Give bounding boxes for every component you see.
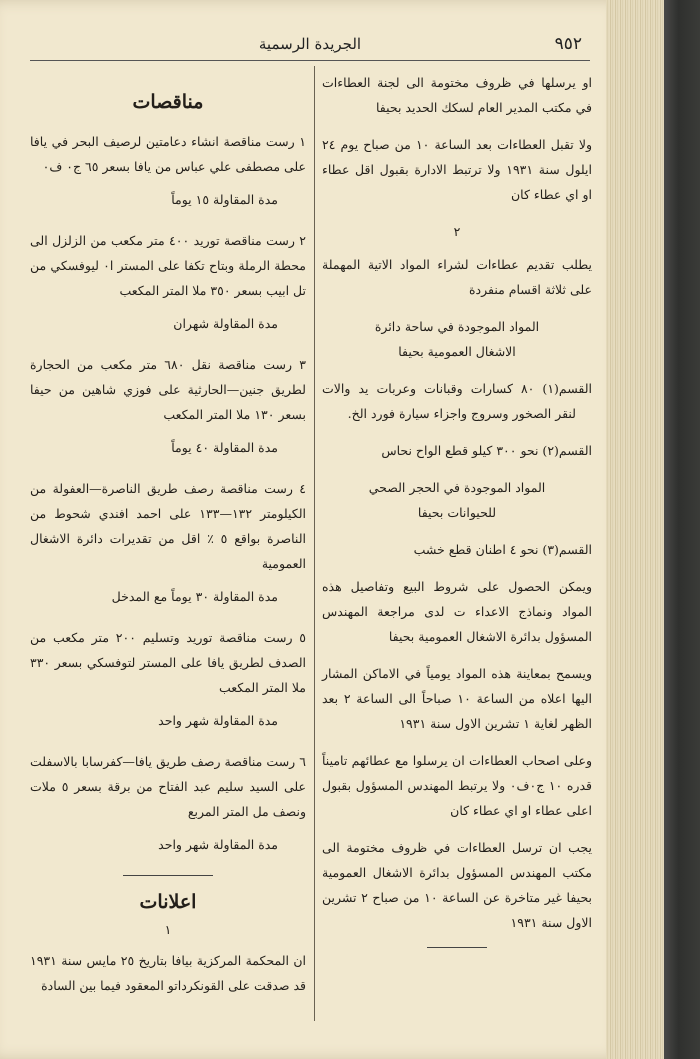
tender-item: ٢ رست مناقصة توريد ٤٠٠ متر مكعب من الزلزل الى محطة الرملة وبتاح تكفا على المستر ا٠ ليوفسكي من تل ابيب بسعر ٣٥٠ ملا المتر المكعب xyxy=(30,233,307,298)
tender-item: ١ رست مناقصة انشاء دعامتين لرصيف البحر في يافا على مصطفى علي عباس من يافا بسعر ٦٥ ج٠ ف٠ xyxy=(30,134,306,174)
paragraph: يجب ان ترسل العطاءات في ظروف مختومة الى مكتب المهندس المسؤول بدائرة الاشغال العمومية بحيفا غير متاخرة عن الساعة ١٠ من صباح ٢ تشرين الاول سنة ١٩٣١ xyxy=(322,840,592,930)
subheading: الاشغال العمومية بحيفا xyxy=(398,344,516,359)
lot-item: القسم(٢) نحو ٣٠٠ كيلو قطع الواح نحاس xyxy=(381,443,592,458)
ad-number: ١ xyxy=(164,922,172,937)
page-header xyxy=(30,32,590,61)
subheading: المواد الموجودة في ساحة دائرة xyxy=(374,319,540,334)
paragraph: وعلى اصحاب العطاءات ان يرسلوا مع عطائهم تاميناً قدره ١٠ ج٠ف٠ ولا يرتبط المهندس المسؤول بقبول اعلى عطاء او اي عطاء كان xyxy=(322,753,592,818)
left-column xyxy=(30,70,306,1010)
tender-item: ٣ رست مناقصة نقل ٦٨٠ متر مكعب من الحجارة لطريق جنين—الحارثية على فوزي شاهين من حيفا بسعر ١٣٠ ملا المتر المكعب xyxy=(30,357,306,422)
lot-item: القسم(١) ٨٠ كسارات وقبانات وعربات يد والات لنقر الصخور وسروج واجزاء سيارة فورد الخ. xyxy=(322,381,592,421)
ads-title: اعلانات xyxy=(139,891,197,913)
tender-duration: مدة المقاولة شهر واحد xyxy=(158,713,278,728)
tender-duration: مدة المقاولة شهر واحد xyxy=(158,837,278,852)
subheading: للحيوانات بحيفا xyxy=(417,505,497,520)
section-number: ٢ xyxy=(453,224,461,239)
tenders-title: مناقصات xyxy=(132,91,204,113)
tender-item: ٤ رست مناقصة رصف طريق الناصرة—العفولة من الكيلومتر ١٣٢—١٣٣ على احمد افندي شحوط من الناصرة بواقع ٥ ٪ اقل من تقديرات دائرة الاشغال العمومية xyxy=(30,481,306,571)
column-divider xyxy=(314,66,315,1021)
paragraph: يطلب تقديم عطاءات لشراء المواد الاتية المهملة على ثلاثة اقسام منفردة xyxy=(322,257,592,297)
lot-item: القسم(٣) نحو ٤ اطنان قطع خشب xyxy=(413,542,592,557)
page-number: ٩٥٢ xyxy=(554,34,582,54)
tender-item: ٥ رست مناقصة توريد وتسليم ٢٠٠ متر مكعب من الصدف لطريق يافا على المستر لتوفسكي بسعر ٣٣٠ ملا المتر المكعب xyxy=(30,630,306,695)
paragraph: ويسمح بمعاينة هذه المواد يومياً في الاماكن المشار اليها اعلاه من الساعة ١٠ صباحاً الى الساعة ٢ بعد الظهر لغاية ١ تشرين الاول سنة ١٩٣١ xyxy=(322,666,593,731)
paragraph: ولا تقبل العطاءات بعد الساعة ١٠ من صباح يوم ٢٤ ايلول سنة ١٩٣١ ولا ترتبط الادارة بقبول اقل عطاء او اي عطاء كان xyxy=(322,137,593,202)
end-rule xyxy=(427,947,487,948)
subheading: المواد الموجودة في الحجر الصحي xyxy=(368,480,546,495)
book-spine xyxy=(664,0,700,1059)
paragraph: ويمكن الحصول على شروط البيع وتفاصيل هذه المواد ونماذج الاعداء ت لدى مراجعة المهندس المسؤول بدائرة الاشغال العمومية بحيفا xyxy=(322,579,592,644)
tender-duration: مدة المقاولة ٤٠ يوماً xyxy=(171,440,278,455)
tender-item: ٦ رست مناقصة رصف طريق يافا—كفرسابا بالاسفلت على السيد سليم عبد الفتاح من برقة بسعر ٥ ملات ونصف مل المتر المربع xyxy=(30,754,306,819)
gazette-title: الجريدة الرسمية xyxy=(258,35,362,53)
paragraph: او يرسلها في ظروف مختومة الى لجنة العطاءات في مكتب المدير العام لسكك الحديد بحيفا xyxy=(322,75,592,115)
ad-item: ان المحكمة المركزية بيافا بتاريخ ٢٥ مايس سنة ١٩٣١ قد صدقت على القونكرداتو المعقود فيما بين السادة xyxy=(30,953,306,993)
section-rule xyxy=(123,875,213,876)
tender-duration: مدة المقاولة شهران xyxy=(173,316,278,331)
tender-duration: مدة المقاولة ١٥ يوماً xyxy=(171,192,278,207)
tender-duration: مدة المقاولة ٣٠ يوماً مع المدخل xyxy=(111,589,278,604)
right-column xyxy=(322,70,592,954)
